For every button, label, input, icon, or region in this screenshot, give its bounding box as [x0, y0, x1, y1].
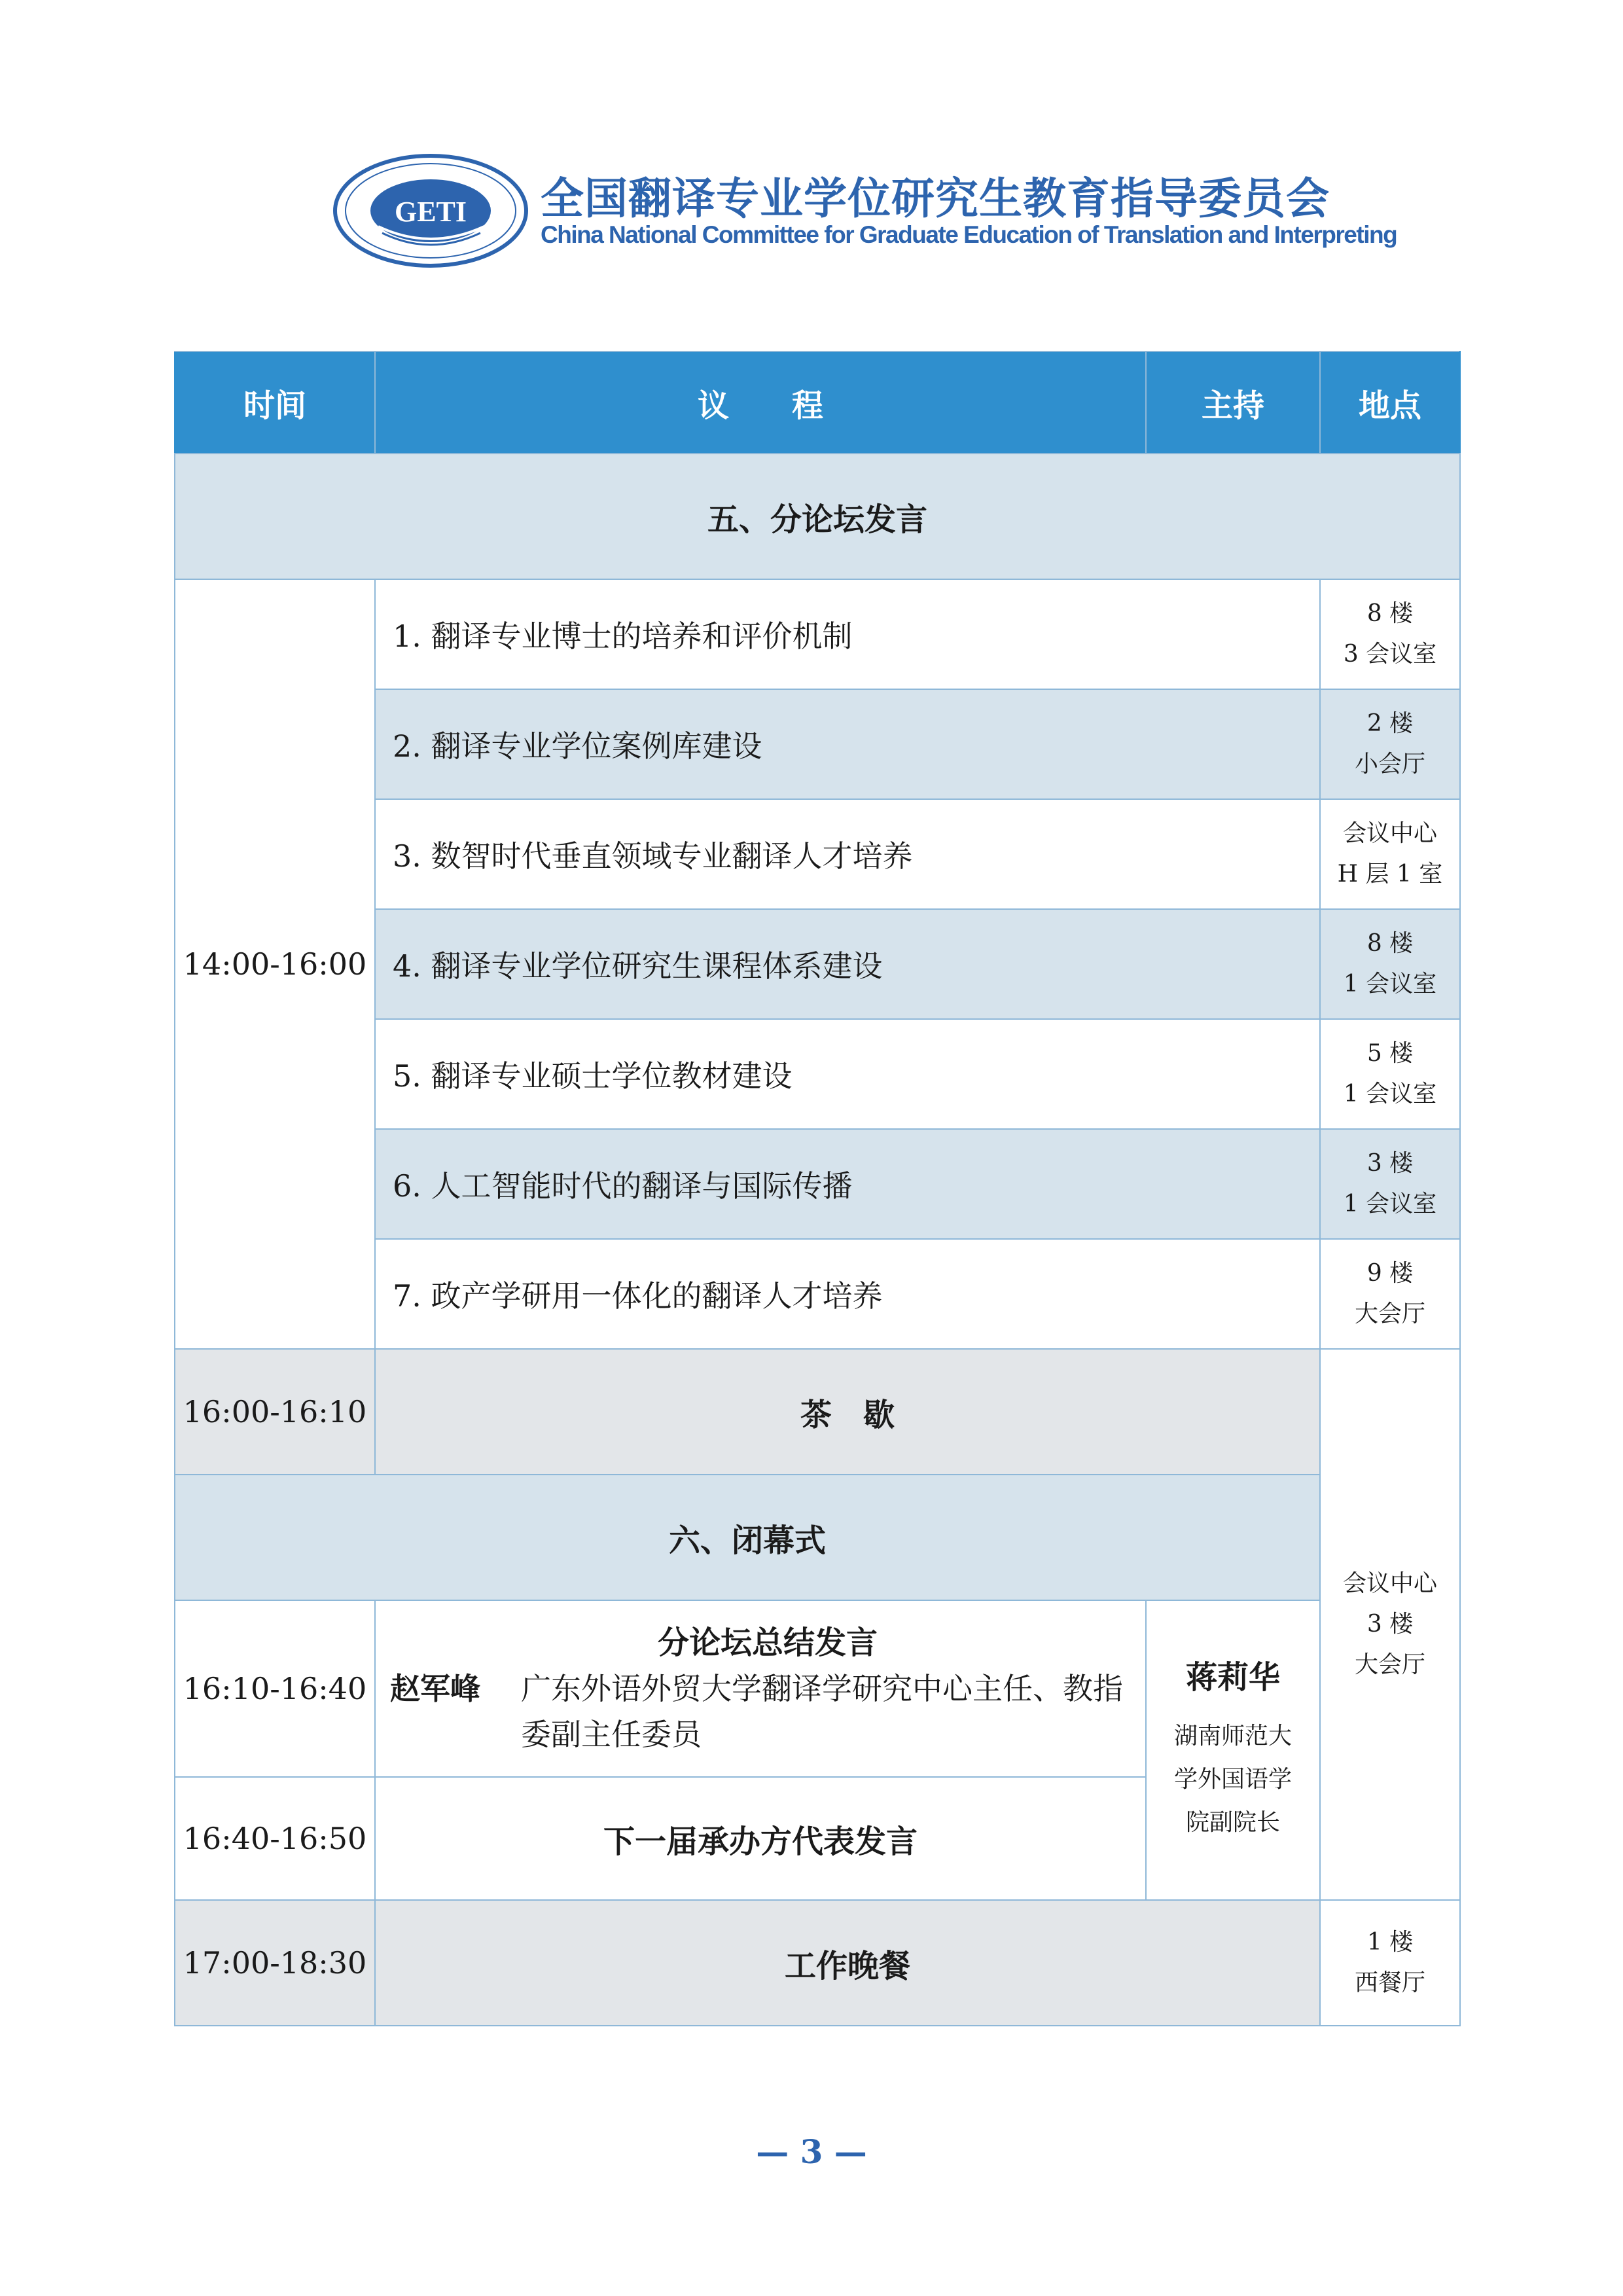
host-name: 蒋莉华 [1185, 1659, 1280, 1696]
table-row [175, 1349, 1460, 1475]
forum-title: 2. 翻译专业学位案例库建设 [375, 689, 1320, 799]
table-row [175, 1475, 1460, 1600]
col-header-time: 时间 [175, 351, 375, 454]
table-row [175, 1600, 1460, 1777]
summary-time: 16:10-16:40 [175, 1600, 375, 1777]
forum-title: 5. 翻译专业硕士学位教材建设 [375, 1019, 1320, 1129]
forum-location: 9 楼 大会厅 [1320, 1239, 1460, 1349]
col-header-location: 地点 [1320, 351, 1460, 454]
next-host-time: 16:40-16:50 [175, 1777, 375, 1900]
forum-title: 4. 翻译专业学位研究生课程体系建设 [375, 909, 1320, 1019]
forum-title: 3. 数智时代垂直领域专业翻译人才培养 [375, 799, 1320, 909]
dinner-label: 工作晚餐 [375, 1900, 1320, 2026]
forum-location: 8 楼 3 会议室 [1320, 579, 1460, 689]
table-header-row [175, 351, 1460, 454]
page-header [332, 149, 1397, 267]
col-header-agenda: 议 程 [375, 351, 1146, 454]
col-header-host: 主持 [1146, 351, 1320, 454]
summary-agenda [375, 1600, 1146, 1777]
speaker-name: 赵军峰 [390, 1671, 480, 1706]
forum-time: 14:00-16:00 [175, 579, 375, 1349]
dinner-location: 1 楼 西餐厅 [1320, 1900, 1460, 2026]
svg-text:GETI: GETI [394, 196, 467, 228]
schedule-table [174, 351, 1461, 2026]
tea-break-time: 16:00-16:10 [175, 1349, 375, 1475]
section-title-forum: 五、分论坛发言 [175, 454, 1460, 579]
table-row [175, 579, 1460, 689]
next-host-label: 下一届承办方代表发言 [375, 1777, 1146, 1900]
forum-title: 6. 人工智能时代的翻译与国际传播 [375, 1129, 1320, 1239]
host-title: 湖南师范大学外国语学院副院长 [1173, 1723, 1292, 1836]
org-name-cn: 全国翻译专业学位研究生教育指导委员会 [541, 173, 1330, 224]
forum-location: 8 楼 1 会议室 [1320, 909, 1460, 1019]
forum-title: 7. 政产学研用一体化的翻译人才培养 [375, 1239, 1320, 1349]
dinner-time: 17:00-18:30 [175, 1900, 375, 2026]
closing-location: 会议中心 3 楼 大会厅 [1320, 1349, 1460, 1900]
forum-location: 2 楼 小会厅 [1320, 689, 1460, 799]
geti-logo-icon [332, 153, 529, 268]
forum-location: 会议中心 H 层 1 室 [1320, 799, 1460, 909]
table-row [175, 1900, 1460, 2026]
forum-location: 5 楼 1 会议室 [1320, 1019, 1460, 1129]
tea-break-label: 茶 歇 [375, 1349, 1320, 1475]
section-title-closing: 六、闭幕式 [175, 1475, 1320, 1600]
page-number: — 3 — [756, 2132, 867, 2171]
summary-title: 分论坛总结发言 [657, 1624, 878, 1661]
forum-title: 1. 翻译专业博士的培养和评价机制 [375, 579, 1320, 689]
table-row [175, 454, 1460, 579]
forum-location: 3 楼 1 会议室 [1320, 1129, 1460, 1239]
org-name-en: China National Committee for Graduate Education of Translation and Interpreting [541, 221, 1397, 248]
speaker-title: 广东外语外贸大学翻译学研究中心主任、教指委副主任委员 [521, 1671, 1123, 1752]
host-info [1146, 1600, 1320, 1900]
